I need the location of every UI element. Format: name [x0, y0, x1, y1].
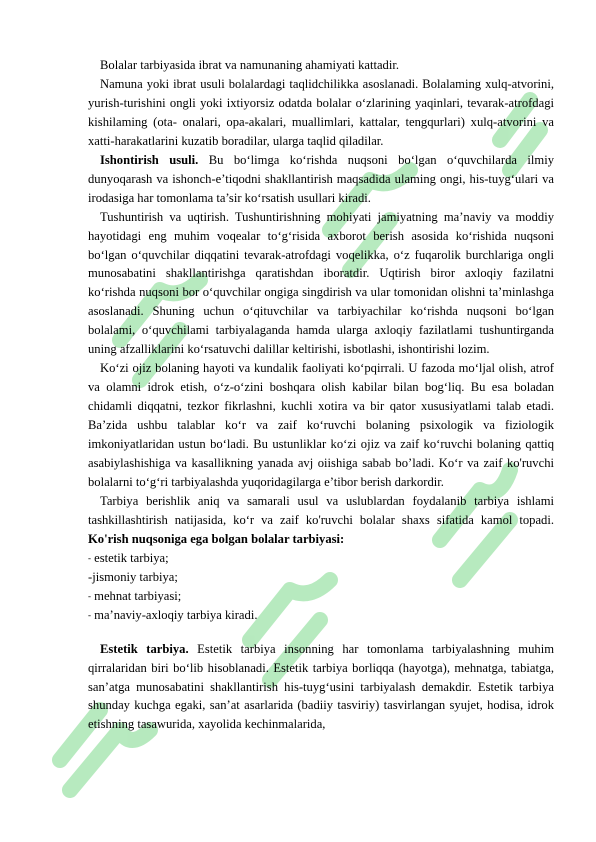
paragraph-intro: Bolalar tarbiyasida ibrat va namunaning ahamiyati kattadir.	[100, 58, 400, 72]
paragraph-estetik	[88, 640, 554, 735]
list-dash: -	[88, 569, 93, 584]
paragraph-tarbiya-text: Tarbiya berishlik aniq va samarali usul va uslublardan foydalanib tarbiya ishlami tashkillashtirish natijasida, ko‘r va zaif ko'ruvchi bolalar shaxs sifatida kamol topadi.	[88, 493, 554, 527]
list-dash: -	[88, 609, 91, 620]
tarbiya-list	[88, 549, 554, 625]
document-page	[88, 56, 554, 734]
paragraph-kozi-ojiz: Ko‘zi ojiz bolaning hayoti va kundalik faoliyati ko‘pqirrali. U fazoda mo‘ljal olish, atrof va olamni idrok etish, o‘z-o‘zini boshqara olish kabilar bilan bog‘liq. Bu esa boladan chidamli diqqatni, tezkor fikrlashni, kuchli xotira va bir qator xususiyatlami talab etadi. Ba’zida ushbu talablar ko‘r va zaif ko‘ruvchi bolaning psixologik va fiziologik imkoniyatlaridan ustun bo‘ladi. Bu ustunliklar ko‘zi ojiz va zaif ko‘ruvchi bolaning qattiq asabiylashishiga va kasallikning yanada avj oiishiga sabab bo’ladi. Ko‘r va zaif ko'ruvchi bolalarni to‘g‘ri tarbiyalashda yuqoridagilarga e’tibor berish darkordir.	[88, 361, 554, 489]
paragraph-tushuntirish: Tushuntirish va uqtirish. Tushuntirishning mohiyati jamiyatning ma’naviy va moddiy hayotidagi eng muhim voqealar to‘g‘risida axborot berish asosida ko‘rishida nuqsoni bo‘lgan o‘quvchilar diqqatini tevarak-atrofdagi voqelikka, o‘z fuqarolik burchlariga ongli munosabatini shakllantirishga qaratishdan iboratdir. Uqtirish biror axloqiy fazilatni ko‘rishda nuqsoni bor o‘quvchilar ongiga singdirish va ular tomonidan olishni ta’minlashga asoslanadi. Shuning uchun o‘qituvchilar va tarbiyachilar ko‘rishda nuqsoni bo‘lgan bolalami, o‘quvchilami tarbiyalaganda hamda ularga axloqiy fazilatlami tushuntirganda uning afzalliklarini ko‘rsatuvchi dalillar keltirishi, isbotlashi, ishontirishi lozim.	[88, 209, 554, 357]
list-item-label: estetik tarbiya;	[91, 550, 169, 565]
list-item-label: ma’naviy-axloqiy tarbiya kiradi.	[91, 607, 258, 622]
list-item	[88, 568, 554, 587]
heading-ishontirish: Ishontirish usuli.	[100, 152, 199, 167]
list-item-label: jismoniy tarbiya;	[92, 569, 178, 584]
list-item-label: mehnat tarbiyasi;	[91, 588, 182, 603]
paragraph-ishontirish	[88, 151, 554, 208]
paragraph-namuna: Namuna yoki ibrat usuli bolalardagi taqlidchilikka asoslanadi. Bolalaming xulq-atvorini, yurish-turishini ongli yoki ixtiyorsiz odatda bolalar o‘zlarining yaqinlari, tevarak-atrofdagi kishilaming (ota- onalari, opa-akalari, muallimlari, kattalar, tengqurlari) xulq-atvorini va xatti-harakatlarini kuzatib boradilar, ularga taqlid qiladilar.	[88, 76, 554, 148]
heading-tarbiyasi: Ko'rish nuqsoniga ega bolgan bolalar tarbiyasi:	[88, 531, 345, 546]
paragraph-ishontirish-text: Bu bo‘limga ko‘rishda nuqsoni bo‘lgan o‘quvchilarda ilmiy dunyoqarash va ishonch-e’tiqodni shakllantirish maqsadida ulaming ongi, his-tuyg‘ulari va irodasiga har tomonlama ta’sir ko‘rsatish usullari kiradi.	[88, 152, 554, 205]
list-item	[88, 587, 554, 606]
heading-estetik: Estetik tarbiya.	[100, 641, 189, 656]
paragraph-tarbiya	[88, 492, 554, 549]
list-item	[88, 549, 554, 568]
list-dash: -	[88, 552, 91, 563]
list-dash: -	[88, 590, 91, 601]
list-item	[88, 606, 554, 625]
paragraph-estetik-text: Estetik tarbiya insonning har tomonlama tarbiyalashning muhim qirralaridan biri bo‘lib hisoblanadi. Estetik tarbiya borliqqa (hayotga), mehnatga, tabiatga, san’atga munosabatini shakllantirish his-tuyg‘usini tarbiyalash demakdir. Estetik tarbiya shunday kuchga egaki, san’at asarlarida (badiiy tasviriy) tasvirlangan syujet, hodisa, idrok etishning tasawurida, xayolida kechinmalarida,	[88, 641, 554, 732]
